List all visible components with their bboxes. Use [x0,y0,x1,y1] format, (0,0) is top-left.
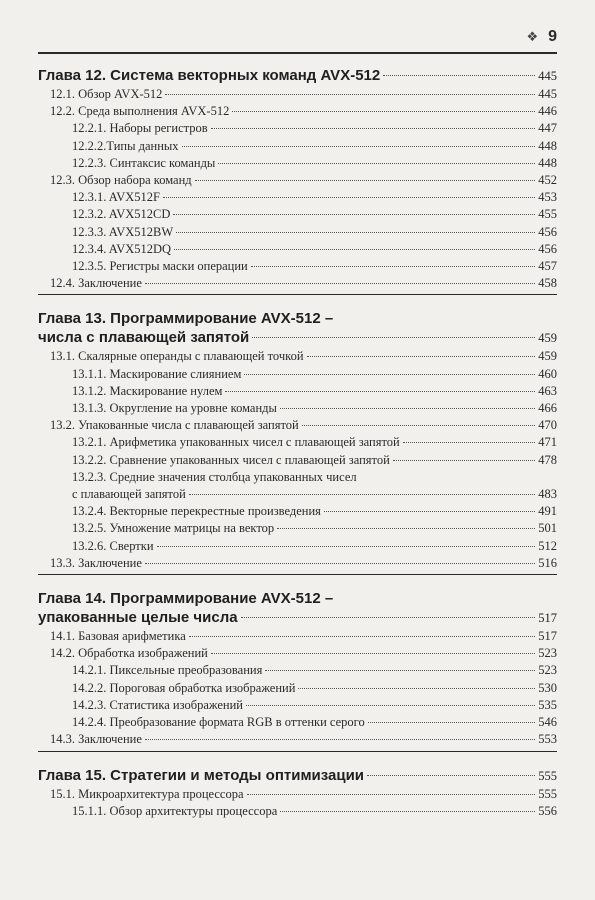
dot-leader [244,374,535,375]
dot-leader [368,722,536,723]
toc-entry[interactable] [38,628,557,645]
toc-entry[interactable] [38,520,557,537]
toc-entry-title: 13.2.5. Умножение матрицы на вектор [72,521,275,536]
toc-entry-title: 13.3. Заключение [50,555,142,570]
toc-page-number: 535 [538,697,557,712]
toc-entry[interactable] [38,103,557,120]
toc-entry[interactable] [38,645,557,662]
dot-leader [252,337,535,338]
dot-leader [176,232,535,233]
toc-page-number: 478 [538,452,557,467]
dot-leader [367,775,535,776]
toc-entry[interactable] [38,241,557,258]
dot-leader [163,197,535,198]
toc-page-number: 456 [538,241,557,256]
chapter-title-line1: Глава 12. Система векторных команд AVX-512 [38,67,381,84]
dot-leader [298,688,535,689]
toc-entry[interactable] [38,86,557,103]
dot-leader [165,94,535,95]
dot-leader [247,794,536,795]
toc-page-number: 456 [538,224,557,239]
toc-page-number: 446 [538,104,557,119]
toc-entry-title: 12.3.4. AVX512DQ [72,241,172,256]
toc-entry-title: 13.1.3. Округление на уровне команды [72,401,277,416]
chapter-page-number: 459 [538,331,557,346]
toc-entry[interactable] [38,538,557,555]
chapter-heading[interactable] [38,66,557,86]
toc-entry[interactable] [38,417,557,434]
toc-entry-title: 14.3. Заключение [50,732,142,747]
page-header [38,24,557,48]
toc-entry-title: 13.2.4. Векторные перекрестные произведения [72,504,321,519]
toc-entry-title: 12.2. Среда выполнения AVX-512 [50,104,230,119]
chapter-heading[interactable] [38,766,557,786]
toc-entry[interactable] [38,434,557,451]
toc-entry[interactable] [38,258,557,275]
toc-entry-title: 14.2.3. Статистика изображений [72,697,243,712]
toc-entry[interactable] [38,172,557,189]
toc-entry[interactable] [38,680,557,697]
dot-leader [302,425,536,426]
header-right [526,28,557,46]
toc-page-number: 448 [538,138,557,153]
dot-leader [225,391,535,392]
toc-entry[interactable] [38,697,557,714]
toc-entry-title: 12.3.3. AVX512BW [72,224,174,239]
dot-leader [280,408,535,409]
dot-leader [277,528,535,529]
dot-leader [246,705,535,706]
toc-entry-title: 14.1. Базовая арифметика [50,629,186,644]
toc-entry[interactable] [38,366,557,383]
toc-entry[interactable] [38,348,557,365]
toc-entry-title: 12.1. Обзор AVX-512 [50,87,163,101]
toc-page-number: 523 [538,663,557,678]
chapter-title-line1: Глава 15. Стратегии и методы оптимизации [38,766,365,784]
dot-leader [145,283,535,284]
dot-leader [173,214,535,215]
toc-page-number: 452 [538,173,557,188]
toc-entry-title: 12.2.2.Типы данных [72,138,179,153]
toc-entry[interactable] [38,189,557,206]
chapter-title-row [38,608,557,628]
dot-leader [145,563,535,564]
toc-entry-title: 14.2. Обработка изображений [50,646,208,661]
toc-entry[interactable] [38,503,557,520]
chapter-title-row [38,66,557,86]
dot-leader [157,546,536,547]
toc-page-number: 460 [538,366,557,381]
toc-entry-title: 13.2.2. Сравнение упакованных чисел с плавающей запятой [72,452,390,467]
chapter-heading[interactable] [38,589,557,628]
dot-leader [307,356,536,357]
dot-leader [251,266,535,267]
chapter-page-number: 517 [538,611,557,626]
dot-leader [145,739,535,740]
toc-entry-title: 14.2.4. Преобразование формата RGB в оттенки серого [72,715,365,730]
toc-page-number: 530 [538,680,557,695]
chapter-title-row [38,328,557,348]
chapter-divider [38,751,557,752]
dot-leader [232,111,535,112]
toc-page-number: 491 [538,504,557,519]
toc-entry[interactable] [38,155,557,172]
dot-leader [218,163,535,164]
toc-entry[interactable] [38,803,557,820]
toc-page-number: 553 [538,732,557,747]
table-of-contents [38,66,557,820]
dot-leader [182,146,536,147]
toc-entry-title: 13.2.1. Арифметика упакованных чисел с плавающей запятой [72,435,400,450]
toc-entry[interactable] [38,120,557,137]
toc-page-number: 466 [538,401,557,416]
toc-entry[interactable] [38,469,557,503]
toc-page-number: 523 [538,646,557,661]
toc-page-number: 455 [538,207,557,222]
toc-page-number: 512 [538,538,557,553]
chapter-page-number: 555 [538,768,557,783]
toc-page-number: 470 [538,418,557,433]
toc-entry-title: 12.3. Обзор набора команд [50,173,192,188]
dot-leader [174,249,535,250]
toc-page-number: 471 [538,435,557,450]
toc-entry[interactable] [38,138,557,155]
header-rule [38,52,557,54]
toc-page-number: 501 [538,521,557,536]
toc-page-number: 546 [538,715,557,730]
toc-entry-title: 12.2.3. Синтаксис команды [72,155,216,170]
toc-entry-title: 14.2.2. Пороговая обработка изображений [72,680,296,695]
chapter-divider [38,294,557,295]
toc-entry[interactable] [38,555,557,572]
toc-entry-title: 13.2.6. Свертки [72,538,154,553]
toc-entry-title: 12.4. Заключение [50,276,142,291]
toc-entry-title: 12.3.5. Регистры маски операции [72,259,248,274]
toc-entry-title: 13.1. Скалярные операнды с плавающей точкой [50,349,304,364]
dot-leader [241,617,536,618]
chapter-title-line2: упакованные целые числа [38,609,238,627]
toc-page-number: 555 [538,786,557,801]
toc-page-number: 483 [538,487,557,502]
toc-entry-title-line2: с плавающей запятой [72,487,186,502]
toc-entry[interactable] [38,275,557,292]
toc-entry-title: 13.1.2. Маскирование нулем [72,383,223,398]
dot-leader [403,442,536,443]
toc-entry-title-line1: 13.2.3. Средние значения столбца упакованных чисел [72,469,357,484]
toc-page-number: 516 [538,555,557,570]
chapter-title-row [38,766,557,786]
toc-entry-title: 14.2.1. Пиксельные преобразования [72,663,263,678]
toc-page-number: 445 [538,87,557,101]
dot-leader [324,511,535,512]
dot-leader [393,460,535,461]
toc-page-number: 556 [538,803,557,818]
toc-entry-title: 13.1.1. Маскирование слиянием [72,366,242,381]
toc-entry[interactable] [38,662,557,679]
toc-entry-title: 15.1.1. Обзор архитектуры процессора [72,803,278,818]
dot-leader [211,653,535,654]
dot-leader [280,811,535,812]
toc-page-number: 448 [538,155,557,170]
ornament-icon: ❖ [526,29,539,44]
chapter-title-line1: Глава 14. Программирование AVX-512 – [38,590,334,608]
chapter-title-line1: Глава 13. Программирование AVX-512 – [38,310,334,328]
toc-entry[interactable] [38,786,557,803]
toc-page-number: 517 [538,629,557,644]
toc-entry-row [72,486,557,503]
dot-leader [195,180,536,181]
chapter-heading[interactable] [38,309,557,348]
toc-page-number: 457 [538,259,557,274]
chapter-title-line2: числа с плавающей запятой [38,329,250,347]
toc-entry[interactable] [38,206,557,223]
toc-page-number: 459 [538,349,557,364]
toc-entry[interactable] [38,224,557,241]
toc-entry-title: 12.3.2. AVX512CD [72,207,171,222]
toc-entry-title: 13.2. Упакованные числа с плавающей запятой [50,418,299,433]
dot-leader [189,494,535,495]
toc-entry[interactable] [38,731,557,748]
page-number: 9 [548,28,557,45]
dot-leader [211,128,536,129]
toc-page-number: 447 [538,121,557,136]
chapter-divider [38,574,557,575]
toc-page-number: 463 [538,383,557,398]
toc-entry-title: 12.3.1. AVX512F [72,190,160,205]
toc-entry[interactable] [38,714,557,731]
toc-entry-title: 12.2.1. Наборы регистров [72,121,208,136]
dot-leader [265,670,535,671]
toc-entry-title: 15.1. Микроархитектура процессора [50,786,244,801]
toc-entry[interactable] [38,452,557,469]
chapter-page-number: 445 [538,69,557,83]
dot-leader [189,636,535,637]
toc-entry[interactable] [38,400,557,417]
dot-leader [383,75,535,76]
toc-page-number: 458 [538,276,557,291]
toc-entry[interactable] [38,383,557,400]
toc-page-number: 453 [538,190,557,205]
